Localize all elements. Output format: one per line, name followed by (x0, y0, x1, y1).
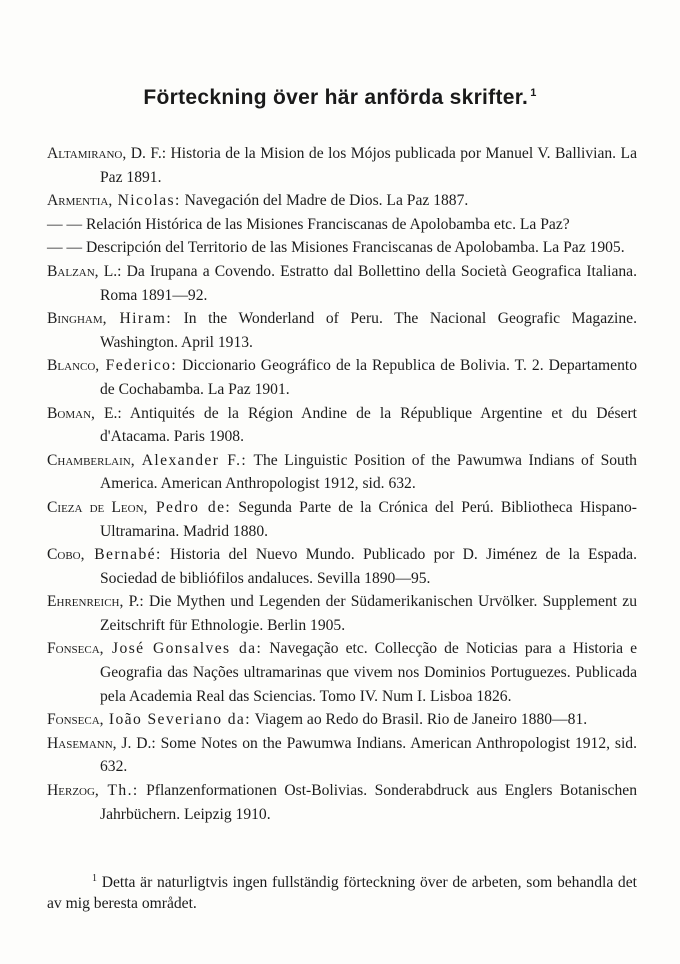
bibliography-entry (47, 496, 637, 543)
bibliography-entry (47, 354, 637, 401)
entry-text: D. F.: Historia de la Mision de los Mójos publicada por Manuel V. Ballivian. La Paz 1891. (100, 145, 637, 186)
entry-text: L.: Da Irupana a Covendo. Estratto dal Bollettino della Società Geografica Italiana. Roma 1891—92. (98, 262, 637, 304)
entry-text: J. D.: Some Notes on the Pawumwa Indians. American Anthropologist 1912, sid. 632. (100, 734, 637, 776)
entry-author: Cobo, (47, 546, 85, 564)
footnote (47, 868, 637, 914)
entry-author: Fonseca, (47, 711, 104, 729)
entry-author: Ehrenreich, (47, 593, 124, 611)
entry-author: Boman, (47, 404, 95, 422)
bibliography-entry (47, 189, 637, 213)
entry-author: Cieza de Leon, (47, 498, 148, 516)
title-footnote-mark: 1 (530, 87, 537, 99)
entry-given-name: Bernabé: (84, 546, 162, 564)
entry-given-name: José Gonsalves da: (103, 640, 263, 658)
footnote-text: Detta är naturligtvis ingen fullständig förteckning över de arbeten, som behandla det av mig beresta området. (47, 874, 637, 913)
entry-given-name: Th.: (98, 782, 139, 800)
bibliography-entry (47, 236, 637, 260)
bibliography-list (47, 142, 637, 826)
entry-author: Fonseca, (47, 640, 104, 658)
bibliography-entry (47, 543, 637, 590)
bibliography-entry (47, 732, 637, 779)
entry-author: Hasemann, (47, 734, 117, 752)
entry-text: Navegação etc. Collecção de Noticias para a Historia e Geografia das Nações ultramarinas que vivem nos Dominios Portuguezes. Publicada pela Academia Real das Sciencias. Tomo IV. Num I. Lisboa 1826. (100, 640, 637, 705)
entry-text: Diccionario Geográfico de la Republica de Bolivia. T. 2. Departamento de Cochabamba. La Paz 1901. (100, 357, 637, 398)
bibliography-entry (47, 213, 637, 237)
bibliography-entry (47, 142, 637, 189)
bibliography-entry (47, 260, 637, 307)
bibliography-entry (47, 637, 637, 708)
bibliography-entry (47, 307, 637, 354)
entry-text: Navegación del Madre de Dios. La Paz 1887. (180, 192, 469, 210)
entry-author: Herzog, (47, 782, 99, 800)
entry-text: In the Wonderland of Peru. The Nacional Geografic Magazine. Washington. April 1913. (100, 310, 637, 351)
entry-given-name: Hiram: (106, 310, 173, 328)
footnote-mark: 1 (92, 873, 97, 884)
entry-author: Chamberlain, (47, 451, 135, 469)
entry-author: Bingham, (47, 310, 107, 328)
entry-text: — — Relación Histórica de las Misiones Franciscanas de Apolobamba etc. La Paz? (47, 215, 570, 233)
bibliography-entry (47, 449, 637, 496)
entry-author: Balzan, (47, 262, 99, 280)
title-text: Förteckning över här anförda skrifter. (143, 86, 529, 109)
entry-text: The Linguistic Position of the Pawumwa Indians of South America. American Anthropologist 1912, sid. 632. (100, 451, 637, 493)
entry-given-name: Federico: (99, 357, 178, 375)
entry-text: Pflanzenformationen Ost-Bolivias. Sonderabdruck aus Englers Botanischen Jahrbüchern. Leipzig 1910. (100, 782, 637, 823)
entry-text: E.: Antiquités de la Région Andine de la République Argentine et du Désert d'Atacama. Paris 1908. (94, 404, 637, 446)
entry-given-name: Nicolas: (112, 192, 181, 210)
entry-text: P.: Die Mythen und Legenden der Südamerikanischen Urvölker. Supplement zu Zeitschrift für Ethnologie. Berlin 1905. (100, 593, 637, 634)
entry-author: Armentia, (47, 192, 113, 210)
bibliography-entry (47, 590, 637, 637)
entry-given-name: Pedro de: (147, 498, 232, 516)
page-title (0, 86, 680, 110)
entry-author: Altamirano, (47, 145, 127, 162)
entry-given-name: Alexander F.: (134, 451, 248, 469)
entry-text: Historia del Nuevo Mundo. Publicado por D. Jiménez de la Espada. Sociedad de bibliófilos andaluces. Sevilla 1890—95. (100, 546, 637, 587)
entry-given-name: Ioão Severiano da: (103, 711, 251, 729)
entry-text: Viagem ao Redo do Brasil. Rio de Janeiro 1880—81. (250, 711, 588, 729)
bibliography-entry (47, 708, 637, 732)
entry-author: Blanco, (47, 357, 100, 375)
entry-text: — — Descripción del Territorio de las Misiones Franciscanas de Apolobamba. La Paz 1905. (47, 239, 625, 257)
bibliography-entry (47, 402, 637, 449)
entry-text: Segunda Parte de la Crónica del Perú. Bibliotheca Hispano-Ultramarina. Madrid 1880. (100, 498, 638, 540)
bibliography-entry (47, 779, 637, 826)
